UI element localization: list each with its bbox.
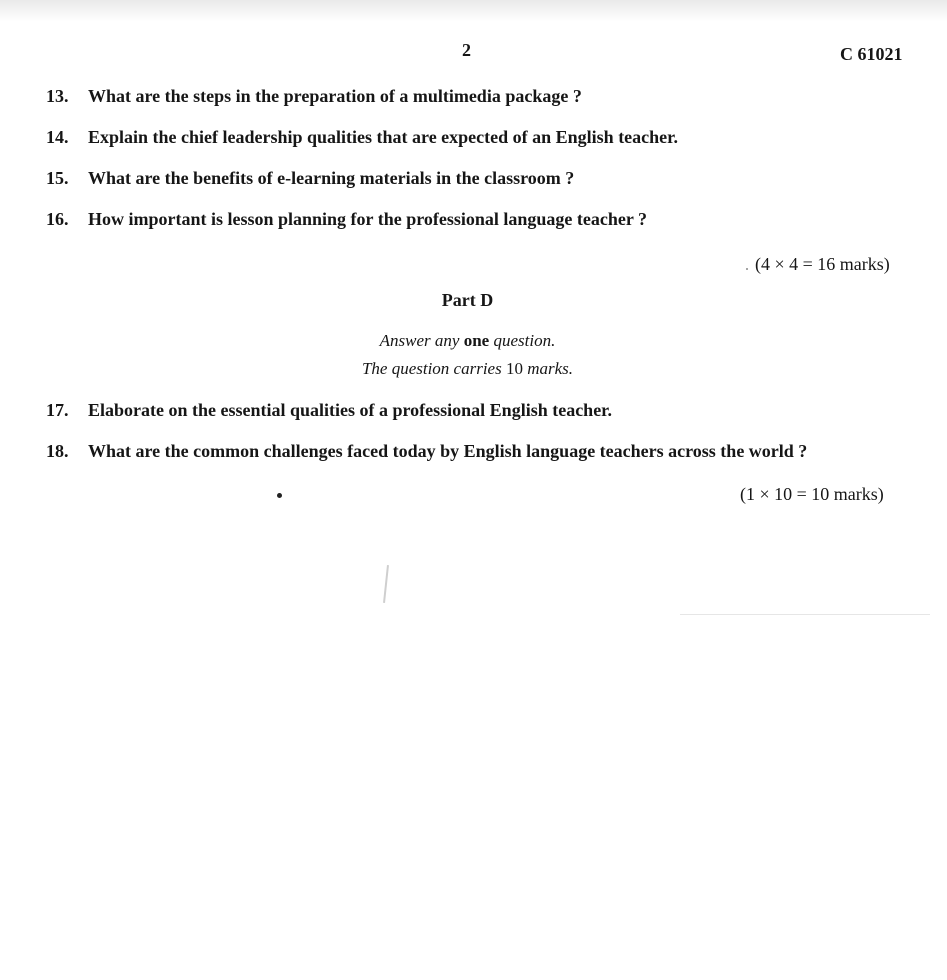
question-17 — [46, 400, 612, 421]
part-d-heading: Part D — [441, 290, 494, 310]
instruction-text: The question carries — [361, 359, 506, 378]
question-number: 15. — [46, 168, 69, 188]
question-13 — [46, 86, 582, 107]
question-text: How important is lesson planning for the professional language teacher ? — [88, 209, 648, 229]
question-number: 14. — [46, 127, 69, 147]
question-text: What are the benefits of e-learning materials in the classroom ? — [88, 168, 575, 188]
scan-mark — [383, 565, 389, 603]
part-d-marks: (1 × 10 = 10 marks) — [740, 484, 884, 504]
document-code: C 61021 — [840, 44, 903, 64]
question-text: What are the common challenges faced today by English language teachers across the world ? — [88, 441, 808, 461]
instruction-text: question. — [489, 331, 556, 350]
scan-top-shadow — [0, 0, 947, 22]
question-16 — [46, 209, 647, 230]
instruction-text: Answer any — [379, 331, 464, 350]
page-number: 2 — [462, 40, 471, 60]
question-number: 18. — [46, 441, 69, 461]
question-number: 16. — [46, 209, 69, 229]
scan-speck — [277, 493, 282, 498]
question-15 — [46, 168, 574, 189]
question-text: What are the steps in the preparation of a multimedia package ? — [88, 86, 582, 106]
question-14 — [46, 127, 678, 148]
instruction-number: 10 — [505, 359, 523, 378]
question-text: Elaborate on the essential qualities of a professional English teacher. — [88, 400, 613, 420]
scan-speck — [746, 268, 748, 270]
part-d-instruction-2 — [0, 359, 935, 379]
question-18 — [46, 441, 807, 462]
scan-mark — [680, 614, 930, 615]
question-number: 17. — [46, 400, 69, 420]
question-number: 13. — [46, 86, 69, 106]
instruction-emphasis: one — [463, 331, 490, 350]
question-text: Explain the chief leadership qualities that are expected of an English teacher. — [88, 127, 679, 147]
part-d-instruction-1 — [0, 331, 935, 351]
instruction-text: marks. — [522, 359, 574, 378]
part-c-marks: (4 × 4 = 16 marks) — [755, 254, 890, 274]
